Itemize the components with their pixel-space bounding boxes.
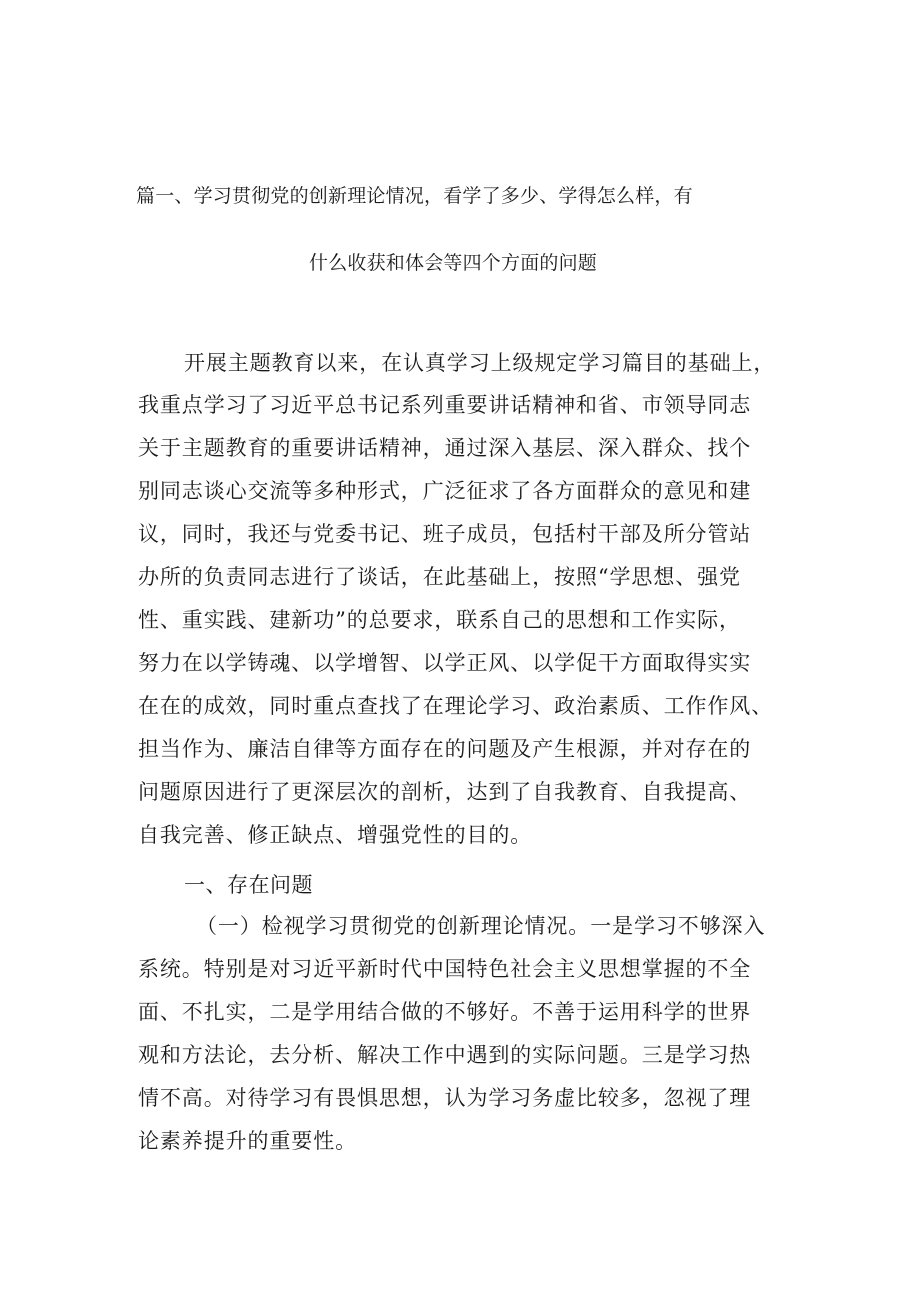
subsection-paragraph-line: 论素养提升的重要性。 xyxy=(138,1129,357,1153)
intro-paragraph-line: 性、重实践、建新功”的总要求，联系自己的思想和工作实际， xyxy=(138,608,741,632)
subsection-paragraph-line: 系统。特别是对习近平新时代中国特色社会主义思想掌握的不全 xyxy=(138,957,752,981)
document-title-line-2: 什么收获和体会等四个方面的问题 xyxy=(309,252,598,274)
subsection-paragraph-line: （一）检视学习贯彻党的创新理论情况。一是学习不够深入 xyxy=(196,914,766,938)
intro-paragraph-line: 关于主题教育的重要讲话精神，通过深入基层、深入群众、找个 xyxy=(138,436,752,460)
intro-paragraph-line: 开展主题教育以来，在认真学习上级规定学习篇目的基础上， xyxy=(184,351,776,375)
intro-paragraph-line: 自我完善、修正缺点、增强党性的目的。 xyxy=(138,823,533,847)
section-heading: 一、存在问题 xyxy=(184,873,313,897)
intro-paragraph-line: 担当作为、廉洁自律等方面存在的问题及产生根源，并对存在的 xyxy=(138,737,752,761)
intro-paragraph-line: 问题原因进行了更深层次的剖析，达到了自我教育、自我提高、 xyxy=(138,780,752,804)
intro-paragraph-line: 别同志谈心交流等多种形式，广泛征求了各方面群众的意见和建 xyxy=(138,479,752,503)
intro-paragraph-line: 努力在以学铸魂、以学增智、以学正风、以学促干方面取得实实 xyxy=(138,651,752,675)
intro-paragraph-line: 在在的成效，同时重点查找了在理论学习、政治素质、工作作风、 xyxy=(138,694,774,718)
subsection-paragraph-line: 面、不扎实，二是学用结合做的不够好。不善于运用科学的世界 xyxy=(138,1000,752,1024)
intro-paragraph-line: 议，同时，我还与党委书记、班子成员，包括村干部及所分管站 xyxy=(138,522,752,546)
intro-paragraph-line: 办所的负责同志进行了谈话，在此基础上，按照“学思想、强党 xyxy=(138,565,741,589)
subsection-paragraph-line: 观和方法论，去分析、解决工作中遇到的实际问题。三是学习热 xyxy=(138,1043,752,1067)
document-title-line-1: 篇一、学习贯彻党的创新理论情况，看学了多少、学得怎么样，有 xyxy=(136,185,693,207)
subsection-paragraph-line: 情不高。对待学习有畏惧思想，认为学习务虚比较多，忽视了理 xyxy=(138,1086,752,1110)
intro-paragraph-line: 我重点学习了习近平总书记系列重要讲话精神和省、市领导同志 xyxy=(138,393,752,417)
